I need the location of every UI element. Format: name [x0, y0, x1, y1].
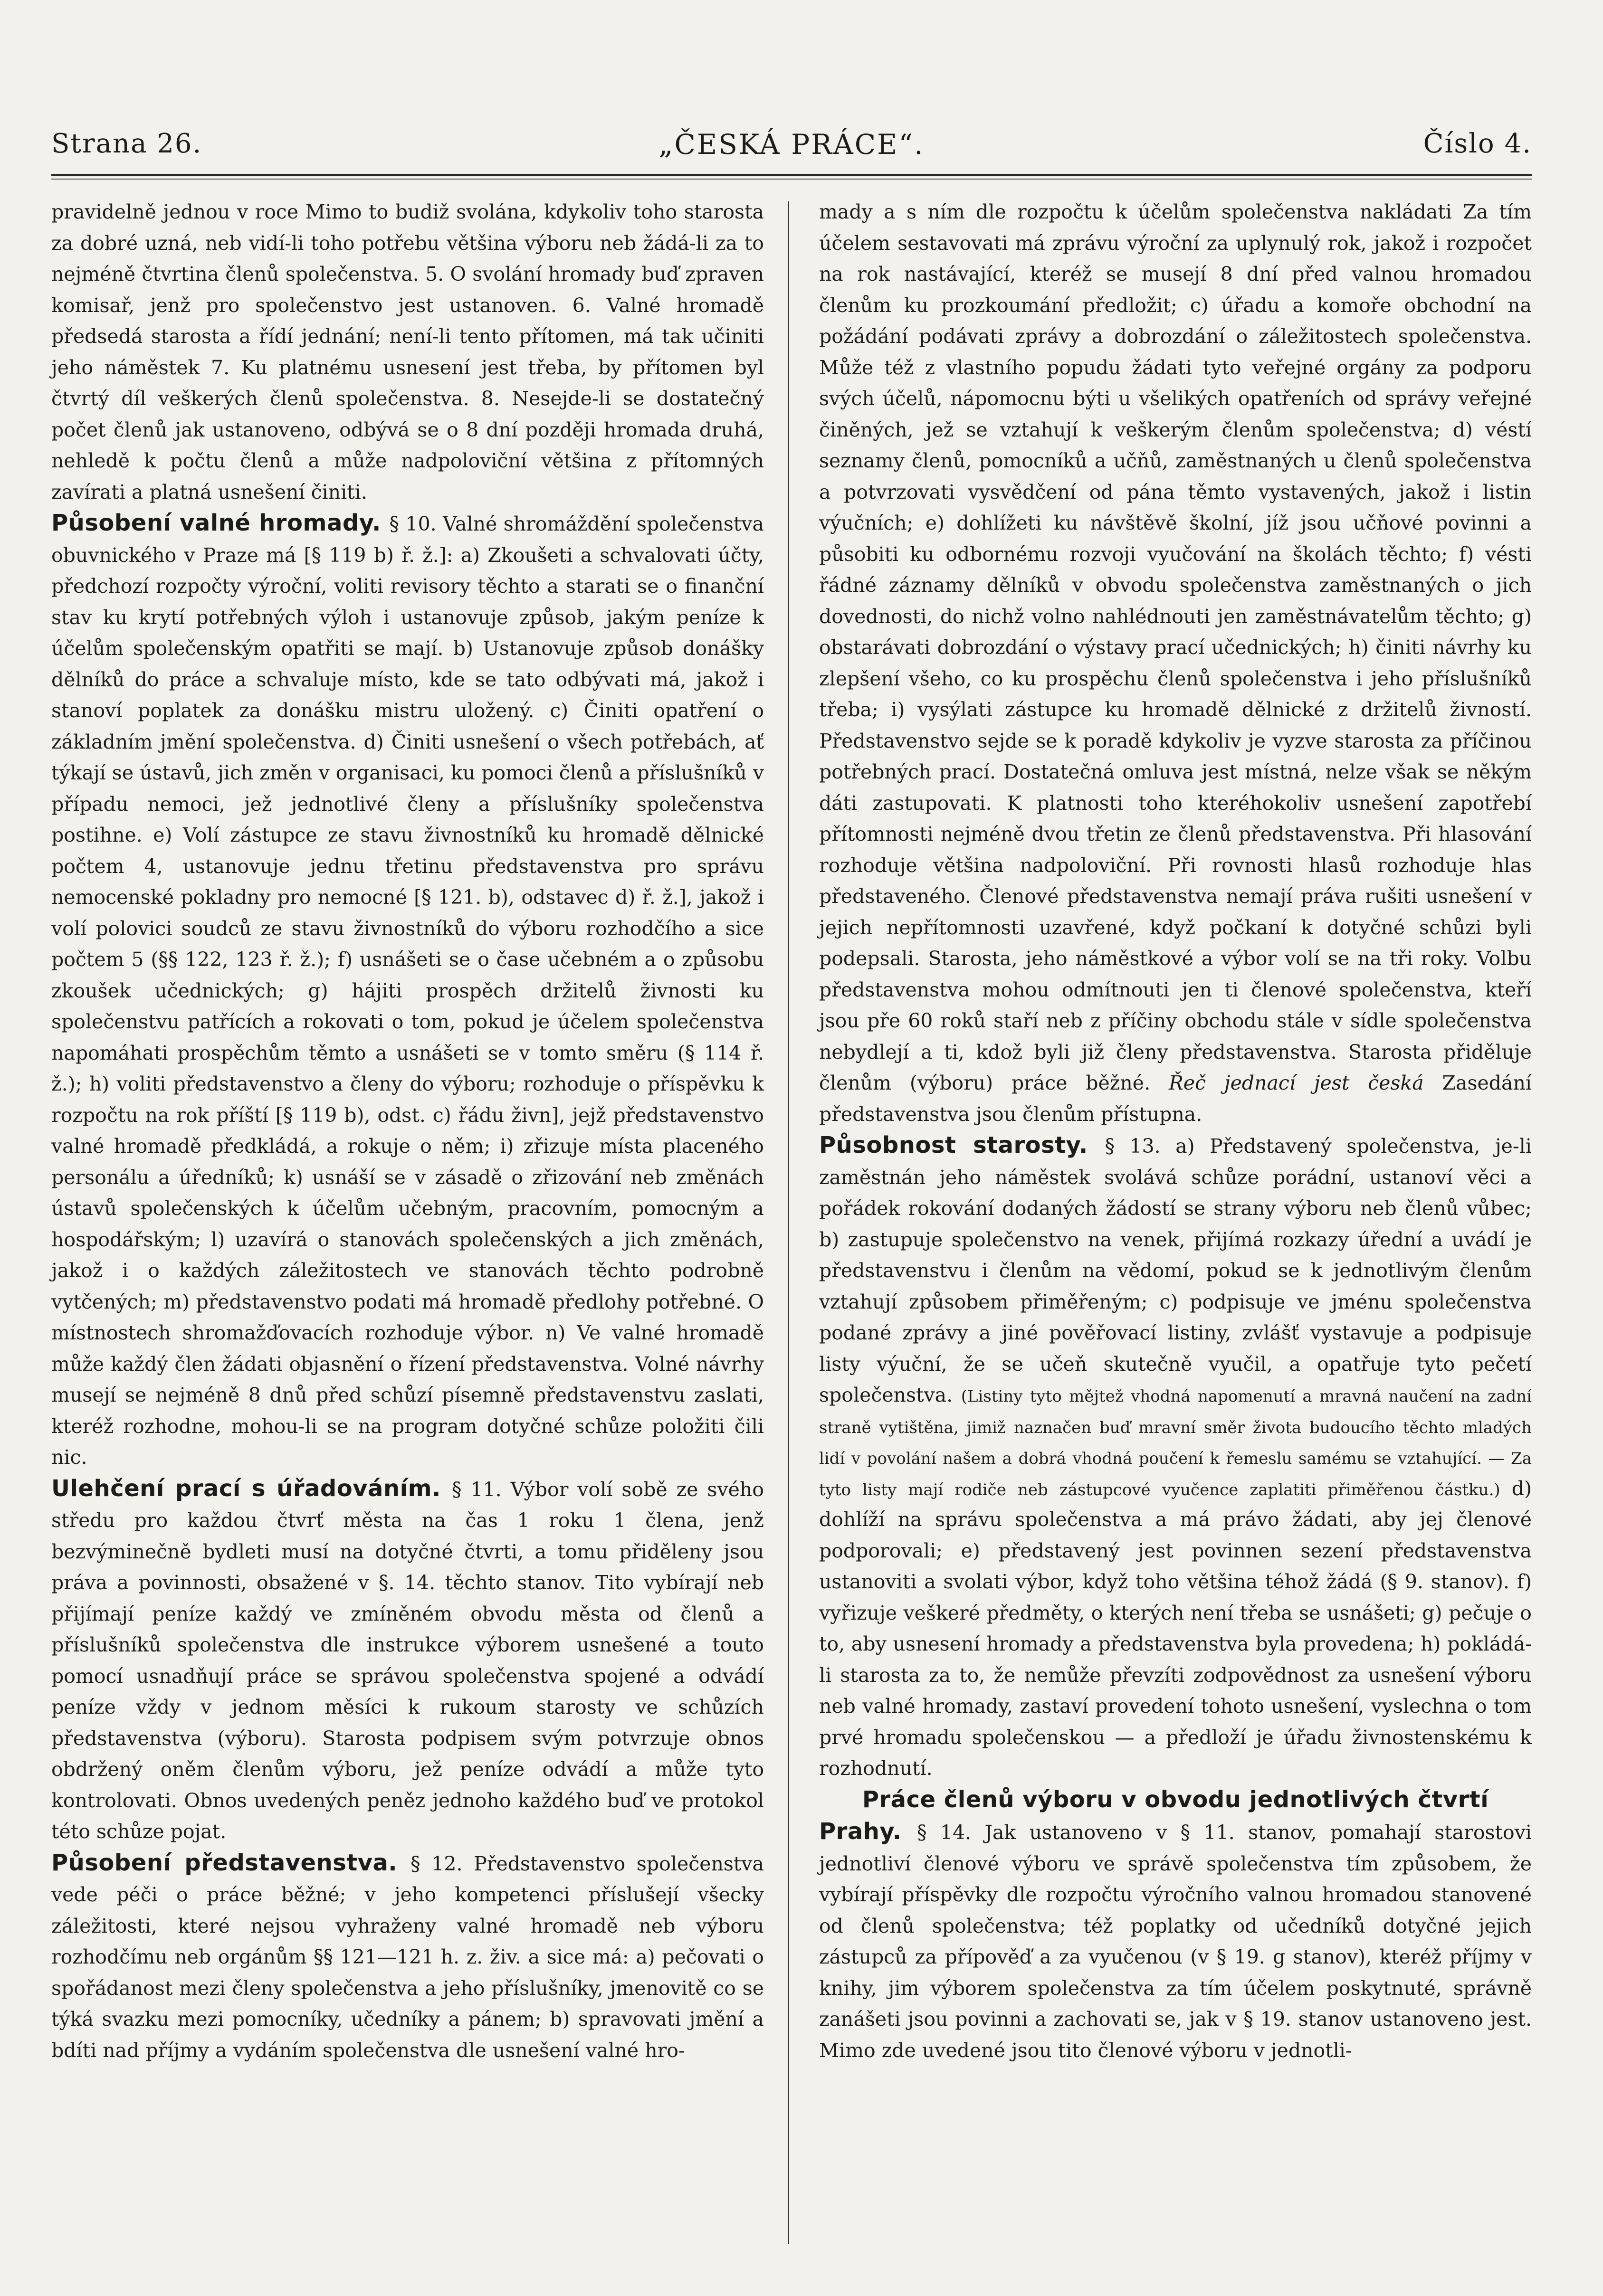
section-heading: Práce členů výboru v obvodu jednotlivých čtvrtí	[862, 1786, 1489, 1813]
paragraph-text: § 13. a) Představený společenstva, je-li zaměstnán jeho náměstek svolává schůze porádní, ustanoví věci a pořádek rokování dodaných žádostí se strany výboru neb členů vůbec; b) zastupuje společenstvo na venek, přijímá rozkazy úřední a uvádí je představenstvu i členům na vědomí, pokud se k jednotlivým členům vztahují způsobem přiměřeným; c) podpisuje ve jménu společenstva podané zprávy a jiné pověřovací listiny, zvlášť vystavuje a podpisuje listy výuční, že se učeň skutečně vyučil, a opatřuje tyto pečetí společenstva.	[819, 1135, 1532, 1406]
section-heading: Působení představenstva.	[51, 1849, 411, 1876]
paragraph: pravidelně jednou v roce Mimo to budiž svolána, kdykoliv toho starosta za dobré uzná, neb vidí-li toho potřebu většina výboru neb žádá-li za to nejméně čtvrtina členů společenstva. 5. O svolání hromady buď zpraven komisař, jenž pro společenstvo jest ustanoven. 6. Valné hromadě předsedá starosta a řídí jednání; není-li tento přítomen, má tak učiniti jeho náměstek 7. Ku platnému usnesení jest třeba, by přítomen byl čtvrtý díl veškerých členů společenstva. 8. Nesejde-li se dostatečný počet členů jak ustanoveno, odbývá se o 8 dní později hromada druhá, nehledě k počtu členů a může nadpoloviční většina z přítomných zavírati a platná usnešení činiti.	[51, 200, 764, 503]
right-column	[819, 197, 1532, 2066]
paragraph-text: § 12. Představenstvo společenstva vede péči o práce běžné; v jeho kompetenci příslušejí všecky záležitosti, které nejsou vyhraženy valné hromadě neb výboru rozhodčímu neb orgánům §§ 121—121 h. z. živ. a sice má: a) pečovati o spořádanost mezi členy společenstva a jeho příslušníky, jmenovitě co se týká svazku mezi pomocníky, učedníky a pánem; b) spravovati jmění a bdíti nad příjmy a vydáním společenstva dle usnešení valné hro-	[51, 1852, 764, 2062]
paragraph-text: § 10. Valné shromáždění společenstva obuvnického v Praze má [§ 119 b) ř. ž.]: a) Zkoušeti a schvalovati účty, předchozí rozpočty výroční, voliti revisory těchto a starati se o finanční stav ku krytí potřebných výloh i ustanovuje způsob, jakým peníze k účelům společenským opatřiti se mají. b) Ustanovuje způsob donášky dělníků do práce a schvaluje místo, kde se tato odbývati má, jakož i stanoví poplatek za donášku mistru uložený. c) Činiti opatření o základním jmění společenstva. d) Činiti usnešení o všech potřebách, ať týkají se ústavů, jich změn v organisaci, ku pomoci členů a příslušníků v případu nemoci, jež jednotlivé členy a příslušníky společenstva postihne. e) Volí zástupce ze stavu živnostníků ku hromadě dělnické počtem 4, ustanovuje jednu třetinu představenstva pro správu nemocenské pokladny pro nemocné [§ 121. b), odstavec d) ř. ž.], jakož i volí polovici soudců ze stavu živnostníků do výboru rozhodčího a sice počtem 5 (§§ 122, 123 ř. ž.); f) usnášeti se o čase učebném a o způsobu zkoušek učednických; g) hájiti prospěch držitelů živnosti ku společenstvu patřících a rokovati o tom, pokud je účelem společenstva napomáhati prospěchům těmto a usnášeti se v tomto směru (§ 114 ř. ž.); h) voliti představenstvo a členy do výboru; rozhoduje o příspěvku k rozpočtu na rok příští [§ 119 b), odst. c) řádu živn], jejž představenstvo valné hromadě předkládá, a rokuje o něm; i) zřizuje místa placeného personálu a úředníků; k) usnáší se v zásadě o zřizování neb změnách ústavů společenských k účelům učebným, pracovním, pomocným a hospodářským; l) uzavírá o stanovách společenských a jich změnách, jakož i o každých záležitostech ve stanovách těchto podrobně vytčených; m) představenstvo podati má hromadě předlohy potřebné. O místnostech shromažďovacích rozhoduje výbor. n) Ve valné hromadě může každý člen žádati objasnění o řízení představenstva. Volné návrhy musejí se nejméně 8 dnů před schůzí písemně představenstvu zaslati, kteréž rozhodne, mohou-li se na program dotyčné schůze položiti čili nic.	[51, 512, 764, 1469]
page-number: Strana 26.	[51, 128, 202, 159]
section-heading: Působení valné hromady.	[51, 510, 390, 536]
header-rule	[51, 174, 1532, 176]
issue-number: Číslo 4.	[1423, 128, 1532, 159]
section-paragraph	[51, 1473, 764, 1848]
column-divider	[788, 201, 789, 2244]
section-paragraph	[819, 1816, 1532, 2066]
publication-title: „ČESKÁ PRÁCE“.	[658, 128, 925, 161]
section-paragraph	[51, 508, 764, 1473]
emphasis-text: Řeč jednací jest česká	[1168, 1072, 1442, 1094]
section-paragraph	[819, 1130, 1532, 1784]
section-heading-line	[819, 1784, 1532, 1817]
section-heading: Prahy.	[819, 1818, 917, 1845]
paragraph-text: § 11. Výbor volí sobě ze svého středu pro každou čtvrť města na čas 1 roku 1 člena, jenž bezvýminečně bydleti musí na dotyčné čtvrti, a tomu přiděleny jsou práva a povinnosti, obsažené v §. 14. těchto stanov. Tito vybírají neb přijímají peníze každý ve zmíněném obvodu města od členů a příslušníků společenstva dle instrukce výborem usnešené a touto pomocí usnadňují práce se správou společenstva spojené a odvádí peníze vždy v jednom měsíci k rukoum starosty ve schůzích představenstva (výboru). Starosta podpisem svým potvrzuje obnos obdržený oněm členům výboru, jež peníze odvádí a může tyto kontrolovati. Obnos uvedených peněz jednoho každého buď ve protokol této schůze pojat.	[51, 1478, 764, 1843]
paragraph-text: Zasedání představenstva jsou členům přístupna.	[819, 1072, 1532, 1126]
article-columns	[51, 197, 1532, 2066]
section-paragraph	[51, 1848, 764, 2067]
page-header	[51, 119, 1532, 171]
paragraph	[819, 197, 1532, 1130]
left-column	[51, 197, 764, 2066]
footnote-text: (Listiny tyto mějtež vhodná napomenutí a mravná naučení na zadní straně vytištěna, jimiž naznačen buď mravní směr života budoucího těchto mladých lidí v povolání našem a dobrá vhodná poučení k řemeslu samému se vztahující. — Za tyto listy mají rodiče neb zástupcové vyučence zaplatiti přiměřenou částku.)	[819, 1387, 1532, 1499]
header-rule-thin	[51, 179, 1532, 180]
paragraph-text: § 14. Jak ustanoveno v § 11. stanov, pomahají starostovi jednotliví členové výboru ve správě společenstva tím způsobem, že vybírají příspěvky dle rozpočtu výročního valnou hromadou stanovené od členů společenstva; též poplatky od učedníků dotyčné jejich zástupců za přípověď a za vyučenou (v § 19. g stanov), kteréž příjmy v knihy, jim výborem společenstva za tím účelem poskytnuté, správně zanášeti jsou povinni a zachovati se, jak v § 19. stanov ustanoveno jest. Mimo zde uvedené jsou tito členové výboru v jednotli-	[819, 1821, 1532, 2062]
paragraph-text: mady a s ním dle rozpočtu k účelům společenstva nakládati Za tím účelem sestavovati má zprávu výroční za uplynulý rok, jakož i rozpočet na rok nastávající, kteréž se musejí 8 dní před valnou hromadou členům ku prozkoumání předložit; c) úřadu a komoře obchodní na požádání podávati zprávy a dobrozdání o záležitostech společenstva. Může též z vlastního popudu žádati tyto veřejné orgány za podporu svých účelů, nápomocnu býti u všelikých opatřeních od správy veřejné činěných, jež se vztahují k veškerým členům společenstva; d) véstí seznamy členů, pomocníků a učňů, zaměstnaných u členů společenstva a potvrzovati vysvědčení od pána těmto vystavených, jakož i listin výučních; e) dohlížeti ku návštěvě školní, jíž jsou učňové povinni a působiti ku odbornému rozvoji vyučování na školách těchto; f) vésti řádné záznamy dělníků v obvodu společenstva zaměstnaných o jich dovednosti, do nichž volno nahlédnouti jen zaměstnávatelům těchto; g) obstarávati dobrozdání o výstavy prací učednických; h) činiti návrhy ku zlepšení všeho, co ku prospěchu členů společenstva i jeho příslušníků třeba; i) vysýlati zástupce ku hromadě dělnické z držitelů živností. Představenstvo sejde se k poradě kdykoliv je vyzve starosta za příčinou potřebných prací. Dostatečná omluva jest místná, nelze však se někým dáti zastupovati. K platnosti toho kteréhokoliv usnešení zapotřebí přítomnosti nejméně dvou třetin ze členů představenstva. Při hlasování rozhoduje většina nadpoloviční. Při rovnosti hlasů rozhoduje hlas představeného. Členové představenstva nemají práva rušiti usnešení v jejich nepřítomnosti uzavřené, když počkaní k dotyčné schůzi byli podepsali. Starosta, jeho náměstkové a výbor volí se na tři roky. Volbu představenstva mohou odmítnouti jen ti členové společenstva, kteří jsou pře 60 roků staří neb z příčiny obchodu stále v sídle společenstva nebydlejí a ti, kdož byli již členy představenstva. Starosta přiděluje členům (výboru) práce běžné.	[819, 200, 1532, 1094]
section-heading: Ulehčení prací s úřadováním.	[51, 1475, 452, 1502]
section-heading: Působnost starosty.	[819, 1132, 1105, 1158]
paragraph-text: d) dohlíží na správu společenstva a má právo žádati, aby jej členové podporovali; e) představený jest povinnen sezení představenstva ustanoviti a svolati výbor, když toho většina téhož žádá (§ 9. stanov). f) vyřizuje veškeré předměty, o kterých není třeba se usnášeti; g) pečuje o to, aby usnesení hromady a představenstva byla provedena; h) pokládá-li starosta za to, že nemůže převzíti zodpovědnost za usnešení výboru neb valné hromady, zastaví provedení tohoto usnešení, vyslechna o tom prvé hromadu společenskou — a předloží je úřadu živnostenskému k rozhodnutí.	[819, 1477, 1532, 1780]
